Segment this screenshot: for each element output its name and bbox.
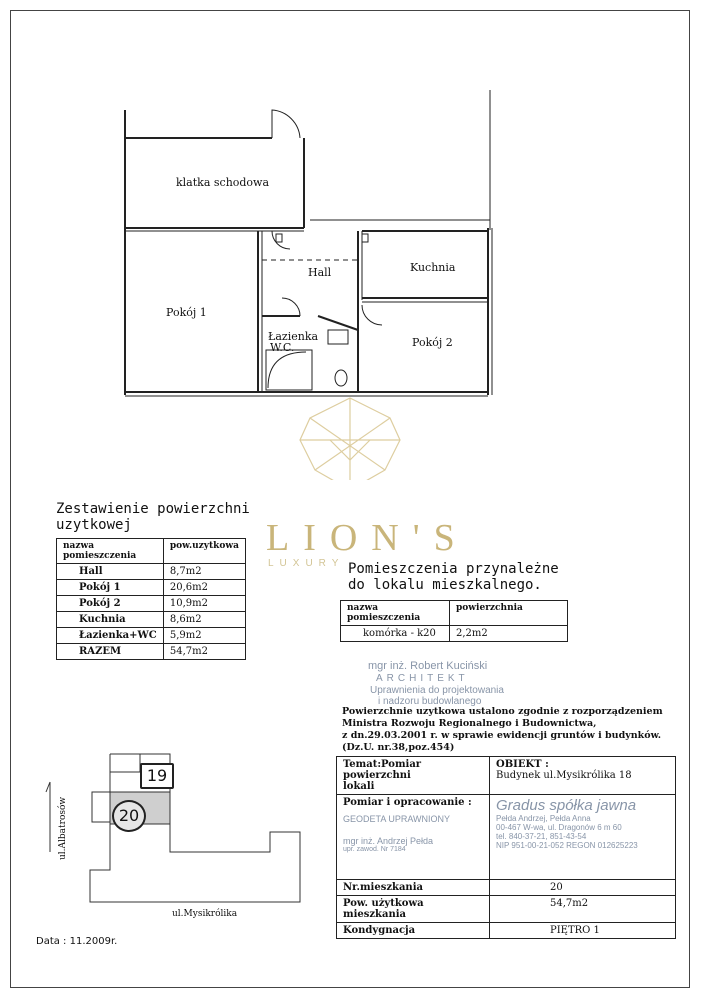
ancillary-title-1: Pomieszczenia przynależne xyxy=(348,561,559,577)
area-row xyxy=(57,580,246,596)
surveyor-3: upr. zawod. Nr 7184 xyxy=(343,846,406,853)
room-label-room1: Pokój 1 xyxy=(166,306,207,319)
company-5: NIP 951-00-21-052 REGON 012625223 xyxy=(496,841,638,850)
ancillary-title-2: do lokalu mieszkalnego. xyxy=(348,577,542,593)
floor-label: Kondygnacja xyxy=(337,923,490,939)
street-south: ul.Mysikrólika xyxy=(172,909,238,919)
ancillary-col-area: powierzchnia xyxy=(450,601,568,626)
area-row-area: 8,6m2 xyxy=(163,612,245,628)
street-west: ul.Albatrosów xyxy=(58,796,68,860)
company-4: tel. 840-37-21, 851-43-54 xyxy=(496,832,587,841)
area-row-name: Pokój 2 xyxy=(57,596,164,612)
area-row xyxy=(57,596,246,612)
room-label-bath-1: Łazienka xyxy=(268,330,319,343)
box-20: 20 xyxy=(112,800,146,832)
area-summary-col-area: pow.uzytkowa xyxy=(163,539,245,564)
architect-stamp-4: i nadzoru budowlanego xyxy=(378,696,482,707)
floor-value: PIĘTRO 1 xyxy=(490,923,676,939)
area-row-area: 10,9m2 xyxy=(163,596,245,612)
ancillary-col-name: nazwa pomieszczenia xyxy=(341,601,450,626)
info-table xyxy=(336,756,676,939)
room-label-kitchen: Kuchnia xyxy=(410,261,456,274)
area-row xyxy=(57,644,246,660)
room-label-hall: Hall xyxy=(308,266,332,279)
area-row xyxy=(57,564,246,580)
area-row-name: Hall xyxy=(57,564,164,580)
usable-label-2: mieszkania xyxy=(343,909,407,920)
usable-label-1: Pow. użytkowa xyxy=(343,898,424,909)
area-row-name: Kuchnia xyxy=(57,612,164,628)
apartment-value: 20 xyxy=(490,880,676,896)
subject-label-2: lokali xyxy=(343,781,375,792)
area-row xyxy=(57,612,246,628)
architect-stamp-1: mgr inż. Robert Kuciński xyxy=(368,660,488,672)
architect-stamp-2: ARCHITEKT xyxy=(376,673,469,684)
logo-name: LION'S xyxy=(266,517,469,559)
area-row-name: RAZEM xyxy=(57,644,164,660)
architect-stamp-3: Uprawnienia do projektowania xyxy=(370,685,504,696)
apartment-label: Nr.mieszkania xyxy=(337,880,490,896)
anc-row-area: 2,2m2 xyxy=(450,626,568,642)
company-1: Gradus spółka jawna xyxy=(496,797,637,814)
area-row-area: 8,7m2 xyxy=(163,564,245,580)
area-row-name: Pokój 1 xyxy=(57,580,164,596)
area-row-area: 20,6m2 xyxy=(163,580,245,596)
area-row-name: Łazienka+WC xyxy=(57,628,164,644)
subject-label: Temat:Pomiar powierzchni xyxy=(343,759,422,781)
area-summary-table xyxy=(56,538,246,660)
site-plan xyxy=(30,752,330,928)
surveyor-1: GEODETA UPRAWNIONY xyxy=(343,814,451,824)
area-row-area: 54,7m2 xyxy=(163,644,245,660)
room-label-room2: Pokój 2 xyxy=(412,336,453,349)
regulation-note-4: (Dz.U. nr.38,poz.454) xyxy=(342,742,455,753)
ancillary-table xyxy=(340,600,568,642)
anc-row-name: komórka - k20 xyxy=(341,626,450,642)
object-label: OBIEKT : xyxy=(496,759,549,770)
regulation-note-1: Powierzchnie uzytkowa ustalono zgodnie z rozporządzeniem xyxy=(342,706,663,717)
area-summary-title-1: Zestawienie powierzchni xyxy=(56,501,250,517)
regulation-note-2: Ministra Rozwoju Regionalnego i Budownictwa, xyxy=(342,718,597,729)
company-3: 00-467 W-wa, ul. Dragonów 6 m 60 xyxy=(496,823,622,832)
floor-plan xyxy=(0,0,701,480)
area-summary-title-2: uzytkowej xyxy=(56,517,132,533)
object-value: Budynek ul.Mysikrólika 18 xyxy=(496,770,632,781)
date: Data : 11.2009r. xyxy=(36,936,118,947)
regulation-note-3: z dn.29.03.2001 r. w sprawie ewidencji gruntów i budynków. xyxy=(342,730,662,741)
area-row-area: 5,9m2 xyxy=(163,628,245,644)
box-19: 19 xyxy=(140,763,174,789)
area-summary-col-name: nazwa pomieszczenia xyxy=(57,539,164,564)
logo-sub: LUXURY xyxy=(268,558,345,569)
anc-row xyxy=(341,626,568,642)
area-row xyxy=(57,628,246,644)
survey-label: Pomiar i opracowanie : xyxy=(343,797,472,808)
room-label-stairs: klatka schodowa xyxy=(176,176,270,189)
company-2: Pełda Andrzej, Pełda Anna xyxy=(496,814,591,823)
surveyor-2: mgr inż. Andrzej Pełda xyxy=(343,836,434,846)
room-label-bath-2: W.C. xyxy=(270,341,295,354)
usable-value: 54,7m2 xyxy=(490,896,676,923)
